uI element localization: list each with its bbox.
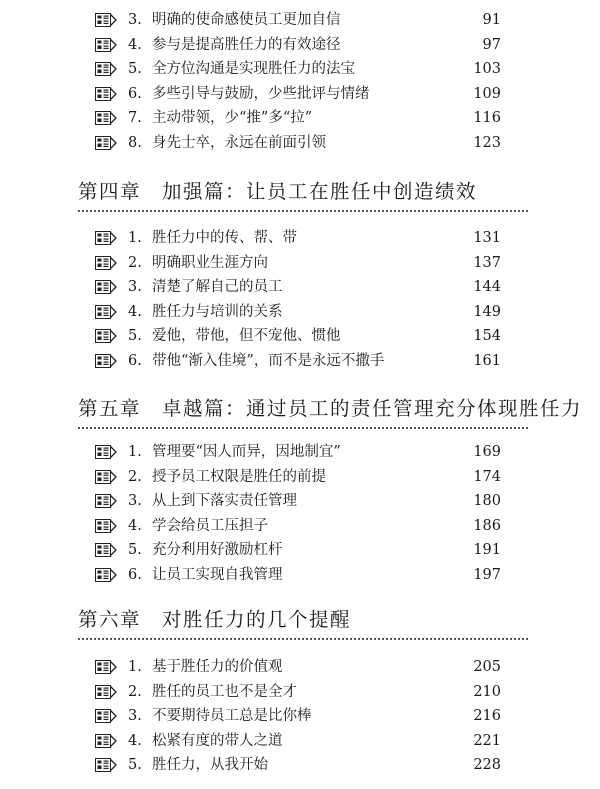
- entry-number: 5.: [128, 328, 142, 344]
- entry-number: 5.: [128, 542, 142, 558]
- bullet-icon: [95, 445, 117, 459]
- bullet-icon: [95, 758, 117, 772]
- entry-title: 胜任力中的传、帮、带: [152, 230, 297, 246]
- bullet-icon: [95, 519, 117, 533]
- entry-number: 4.: [128, 36, 142, 53]
- entry-number: 6.: [128, 566, 142, 583]
- bullet-icon: [95, 734, 117, 748]
- entry-title: 学会给员工压担子: [152, 517, 268, 534]
- entry-number: 5.: [128, 757, 142, 773]
- toc-entry[interactable]: [0, 704, 600, 728]
- entry-number: 3.: [128, 708, 142, 724]
- chapter-divider: [78, 427, 528, 429]
- entry-number: 2.: [128, 254, 142, 271]
- entry-page-number: 144: [473, 279, 501, 295]
- entry-number: 4.: [128, 517, 142, 534]
- entry-title: 从上到下落实责任管理: [152, 493, 297, 509]
- entry-page-number: 161: [473, 352, 501, 369]
- entry-number: 2.: [128, 683, 142, 700]
- toc-entry[interactable]: [0, 655, 600, 679]
- entry-number: 8.: [128, 134, 142, 151]
- entry-title: 带他“渐入佳境”，而不是永远不撒手: [152, 352, 385, 369]
- bullet-icon: [95, 280, 117, 294]
- entry-title: 不要期待员工总是比你棒: [152, 708, 312, 724]
- entry-title: 基于胜任力的价值观: [152, 659, 283, 675]
- entry-title: 管理要“因人而异，因地制宜”: [152, 444, 341, 460]
- toc-entry[interactable]: [0, 275, 600, 299]
- entry-number: 3.: [128, 493, 142, 509]
- bullet-icon: [95, 87, 117, 101]
- bullet-icon: [95, 329, 117, 343]
- toc-entry[interactable]: [0, 251, 600, 275]
- entry-page-number: 186: [473, 517, 501, 534]
- entry-page-number: 205: [473, 659, 501, 675]
- bullet-icon: [95, 660, 117, 674]
- entry-page-number: 191: [473, 542, 501, 558]
- entry-title: 主动带领，少“推”多“拉”: [152, 110, 313, 126]
- toc-entry[interactable]: [0, 440, 600, 464]
- toc-entry[interactable]: [0, 106, 600, 130]
- toc-entry[interactable]: [0, 465, 600, 489]
- entry-title: 爱他，带他，但不宠他、惯他: [152, 328, 341, 344]
- toc-entry[interactable]: [0, 33, 600, 57]
- entry-title: 让员工实现自我管理: [152, 566, 283, 583]
- entry-number: 4.: [128, 732, 142, 749]
- bullet-icon: [95, 13, 117, 27]
- entry-title: 松紧有度的带人之道: [152, 732, 283, 749]
- entry-page-number: 197: [473, 566, 501, 583]
- entry-page-number: 149: [473, 303, 501, 320]
- toc-entry[interactable]: [0, 753, 600, 777]
- entry-title: 充分利用好激励杠杆: [152, 542, 283, 558]
- toc-entry[interactable]: [0, 226, 600, 250]
- bullet-icon: [95, 305, 117, 319]
- entry-title: 明确的使命感使员工更加自信: [152, 12, 341, 28]
- toc-entry[interactable]: [0, 324, 600, 348]
- entry-number: 2.: [128, 468, 142, 485]
- entry-page-number: 216: [473, 708, 501, 724]
- entry-number: 5.: [128, 61, 142, 77]
- entry-title: 胜任的员工也不是全才: [152, 683, 297, 700]
- entry-page-number: 154: [473, 328, 501, 344]
- bullet-icon: [95, 111, 117, 125]
- entry-page-number: 137: [473, 254, 501, 271]
- entry-number: 3.: [128, 12, 142, 28]
- toc-entry[interactable]: [0, 8, 600, 32]
- toc-entry[interactable]: [0, 349, 600, 373]
- entry-page-number: 116: [473, 110, 501, 126]
- entry-page-number: 169: [473, 444, 501, 460]
- chapter-heading[interactable]: 第四章 加强篇：让员工在胜任中创造绩效: [78, 180, 478, 203]
- bullet-icon: [95, 494, 117, 508]
- entry-page-number: 228: [473, 757, 501, 773]
- bullet-icon: [95, 543, 117, 557]
- entry-page-number: 97: [482, 36, 501, 53]
- entry-number: 3.: [128, 279, 142, 295]
- bullet-icon: [95, 62, 117, 76]
- entry-number: 1.: [128, 230, 142, 246]
- toc-entry[interactable]: [0, 729, 600, 753]
- chapter-heading[interactable]: 第六章 对胜任力的几个提醒: [78, 608, 352, 631]
- entry-page-number: 103: [473, 61, 501, 77]
- toc-entry[interactable]: [0, 131, 600, 155]
- bullet-icon: [95, 231, 117, 245]
- entry-number: 7.: [128, 110, 142, 126]
- bullet-icon: [95, 38, 117, 52]
- bullet-icon: [95, 256, 117, 270]
- entry-title: 胜任力，从我开始: [152, 757, 268, 773]
- bullet-icon: [95, 136, 117, 150]
- entry-number: 1.: [128, 659, 142, 675]
- toc-entry[interactable]: [0, 82, 600, 106]
- toc-entry[interactable]: [0, 514, 600, 538]
- toc-entry[interactable]: [0, 489, 600, 513]
- entry-title: 明确职业生涯方向: [152, 254, 268, 271]
- entry-page-number: 210: [473, 683, 501, 700]
- chapter-heading[interactable]: 第五章 卓越篇：通过员工的责任管理充分体现胜任力: [78, 397, 583, 420]
- entry-title: 授予员工权限是胜任的前提: [152, 468, 326, 485]
- entry-number: 6.: [128, 352, 142, 369]
- toc-entry[interactable]: [0, 57, 600, 81]
- entry-title: 多些引导与鼓励，少些批评与情绪: [152, 85, 370, 102]
- entry-title: 全方位沟通是实现胜任力的法宝: [152, 61, 355, 77]
- entry-title: 清楚了解自己的员工: [152, 279, 283, 295]
- entry-page-number: 109: [473, 85, 501, 102]
- bullet-icon: [95, 354, 117, 368]
- entry-page-number: 91: [482, 12, 501, 28]
- toc-entry[interactable]: [0, 300, 600, 324]
- toc-entry[interactable]: [0, 563, 600, 587]
- entry-page-number: 174: [473, 468, 501, 485]
- toc-entry[interactable]: [0, 538, 600, 562]
- entry-number: 1.: [128, 444, 142, 460]
- bullet-icon: [95, 685, 117, 699]
- bullet-icon: [95, 470, 117, 484]
- entry-page-number: 131: [473, 230, 501, 246]
- entry-title: 身先士卒，永远在前面引领: [152, 134, 326, 151]
- entry-page-number: 123: [473, 134, 501, 151]
- entry-title: 参与是提高胜任力的有效途径: [152, 36, 341, 53]
- entry-page-number: 180: [473, 493, 501, 509]
- entry-title: 胜任力与培训的关系: [152, 303, 283, 320]
- chapter-divider: [78, 210, 528, 212]
- entry-number: 6.: [128, 85, 142, 102]
- chapter-divider: [78, 638, 528, 640]
- bullet-icon: [95, 709, 117, 723]
- entry-page-number: 221: [473, 732, 501, 749]
- bullet-icon: [95, 568, 117, 582]
- toc-entry[interactable]: [0, 680, 600, 704]
- entry-number: 4.: [128, 303, 142, 320]
